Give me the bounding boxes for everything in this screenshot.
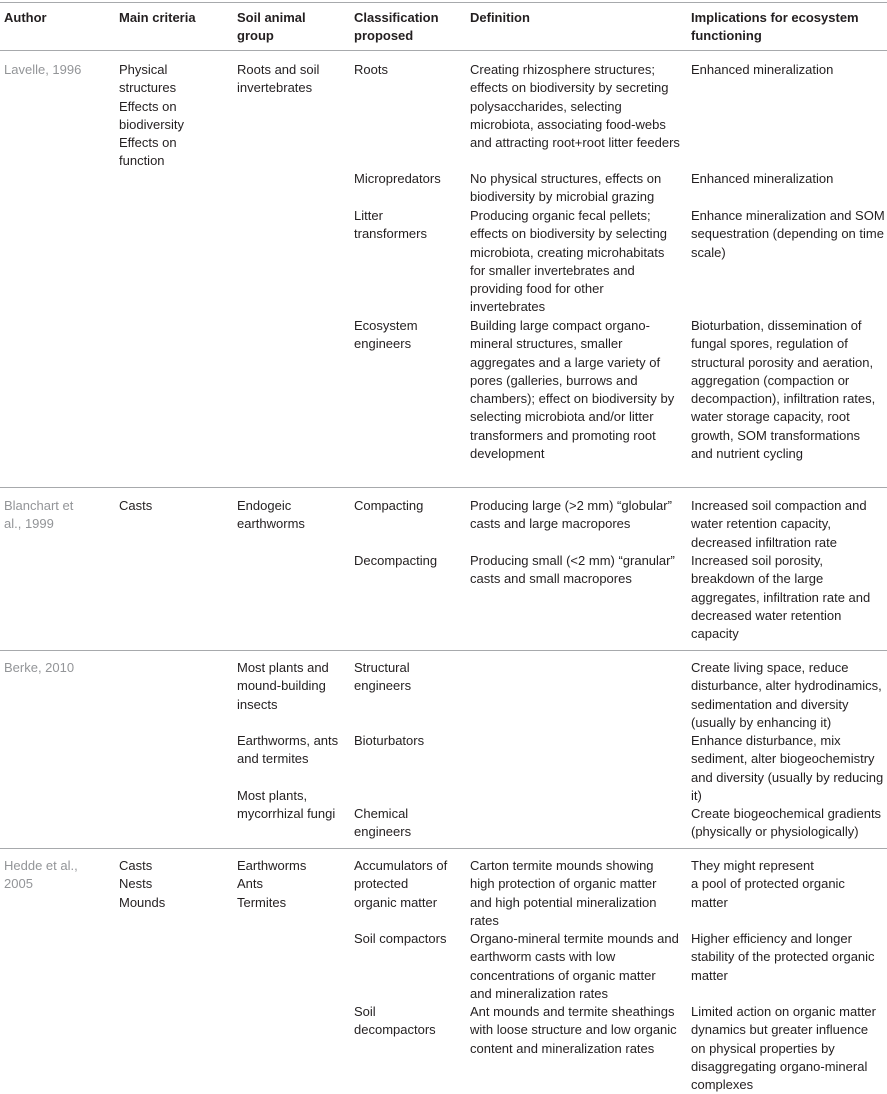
classification-cell: Roots	[354, 62, 388, 77]
header-author: Author	[4, 10, 47, 25]
group-divider	[0, 848, 887, 849]
implications-cell: Higher efficiency and longer stability of the protected organic matter	[691, 931, 875, 983]
author-cell: Berke, 2010	[4, 660, 75, 675]
definition-cell: Building large compact organo-mineral structures, smaller aggregates and a large variety of pores (galleries, burrows and chambers); effect on biodiversity by selecting microbiota and/or litter transformers and promoting root development	[470, 318, 675, 462]
animal-group-cell: Earthworms Ants Termites	[237, 858, 307, 910]
implications-cell: Enhance mineralization and SOM sequestration (depending on time scale)	[691, 208, 885, 260]
implications-cell: Limited action on organic matter dynamics but greater influence on physical properties by disaggregating organo-mineral complexes	[691, 1004, 876, 1093]
author-cell: Blanchart et al., 1999	[4, 498, 74, 532]
classification-cell: Chemical engineers	[354, 806, 412, 840]
definition-cell: Producing small (<2 mm) “granular” casts and small macropores	[470, 553, 675, 587]
implications-cell: Increased soil compaction and water retention capacity, decreased infiltration rate	[691, 498, 867, 550]
implications-cell: Increased soil porosity, breakdown of the large aggregates, infiltration rate and decreased water retention capacity	[691, 553, 871, 642]
animal-group-cell: Earthworms, ants and termites	[237, 733, 339, 767]
header-definition: Definition	[470, 10, 530, 25]
author-cell: Lavelle, 1996	[4, 62, 82, 77]
animal-group-cell: Endogeic earthworms	[237, 498, 305, 532]
header-main-criteria: Main criteria	[119, 10, 196, 25]
header-implications: Implications for ecosystem functioning	[691, 10, 859, 43]
header-classification: Classification proposed	[354, 10, 439, 43]
classification-cell: Decompacting	[354, 553, 438, 568]
classification-cell: Soil compactors	[354, 931, 447, 946]
implications-cell: Enhance disturbance, mix sediment, alter biogeochemistry and diversity (usually by reducing it)	[691, 733, 884, 803]
animal-group-cell: Most plants, mycorrhizal fungi	[237, 788, 336, 822]
implications-cell: Enhanced mineralization	[691, 171, 834, 186]
classification-cell: Compacting	[354, 498, 424, 513]
animal-group-cell: Most plants and mound-building insects	[237, 660, 329, 712]
implications-cell: Create biogeochemical gradients (physically or physiologically)	[691, 806, 882, 840]
implications-cell: Create living space, reduce disturbance, alter hydrodinamics, sedimentation and diversity (usually by enhancing it)	[691, 660, 882, 730]
classification-cell: Micropredators	[354, 171, 441, 186]
classification-cell: Accumulators of protected organic matter	[354, 858, 448, 910]
animal-group-cell: Roots and soil invertebrates	[237, 62, 320, 96]
classification-cell: Structural engineers	[354, 660, 412, 694]
group-divider	[0, 650, 887, 651]
author-cell: Hedde et al., 2005	[4, 858, 78, 892]
implications-cell: They might represent a pool of protected organic matter	[691, 858, 845, 910]
definition-cell: Producing large (>2 mm) “globular” casts and large macropores	[470, 498, 672, 532]
criteria-cell: Physical structures Effects on biodiversity Effects on function	[119, 62, 185, 169]
definition-cell: Organo-mineral termite mounds and earthworm casts with low concentrations of organic matter and mineralization rates	[470, 931, 679, 1001]
table-top-rule	[0, 2, 887, 3]
definition-cell: Producing organic fecal pellets; effects on biodiversity by selecting microbiota, creating microhabitats for smaller invertebrates and providing food for other invertebrates	[470, 208, 668, 315]
definition-cell: Creating rhizosphere structures; effects on biodiversity by secreting polysaccharides, selecting microbiota, associating food-webs and attracting root+root litter feeders	[470, 62, 680, 151]
implications-cell: Enhanced mineralization	[691, 62, 834, 77]
classification-cell: Soil decompactors	[354, 1004, 436, 1038]
definition-cell: Ant mounds and termite sheathings with loose structure and low organic content and mineralization rates	[470, 1004, 677, 1056]
group-divider	[0, 487, 887, 488]
header-soil-animal-group: Soil animal group	[237, 10, 306, 43]
definition-cell: No physical structures, effects on biodiversity by microbial grazing	[470, 171, 662, 205]
classification-cell: Litter transformers	[354, 208, 427, 242]
criteria-cell: Casts Nests Mounds	[119, 858, 166, 910]
criteria-cell: Casts	[119, 498, 153, 513]
classification-cell: Ecosystem engineers	[354, 318, 418, 352]
classification-cell: Bioturbators	[354, 733, 425, 748]
header-rule	[0, 50, 887, 51]
definition-cell: Carton termite mounds showing high protection of organic matter and high potential mineralization rates	[470, 858, 657, 928]
implications-cell: Bioturbation, dissemination of fungal spores, regulation of structural porosity and aeration, aggregation (compaction or decompaction), infiltration rates, water storage capacity, root growth, SOM transformations and nutrient cycling	[691, 318, 876, 462]
